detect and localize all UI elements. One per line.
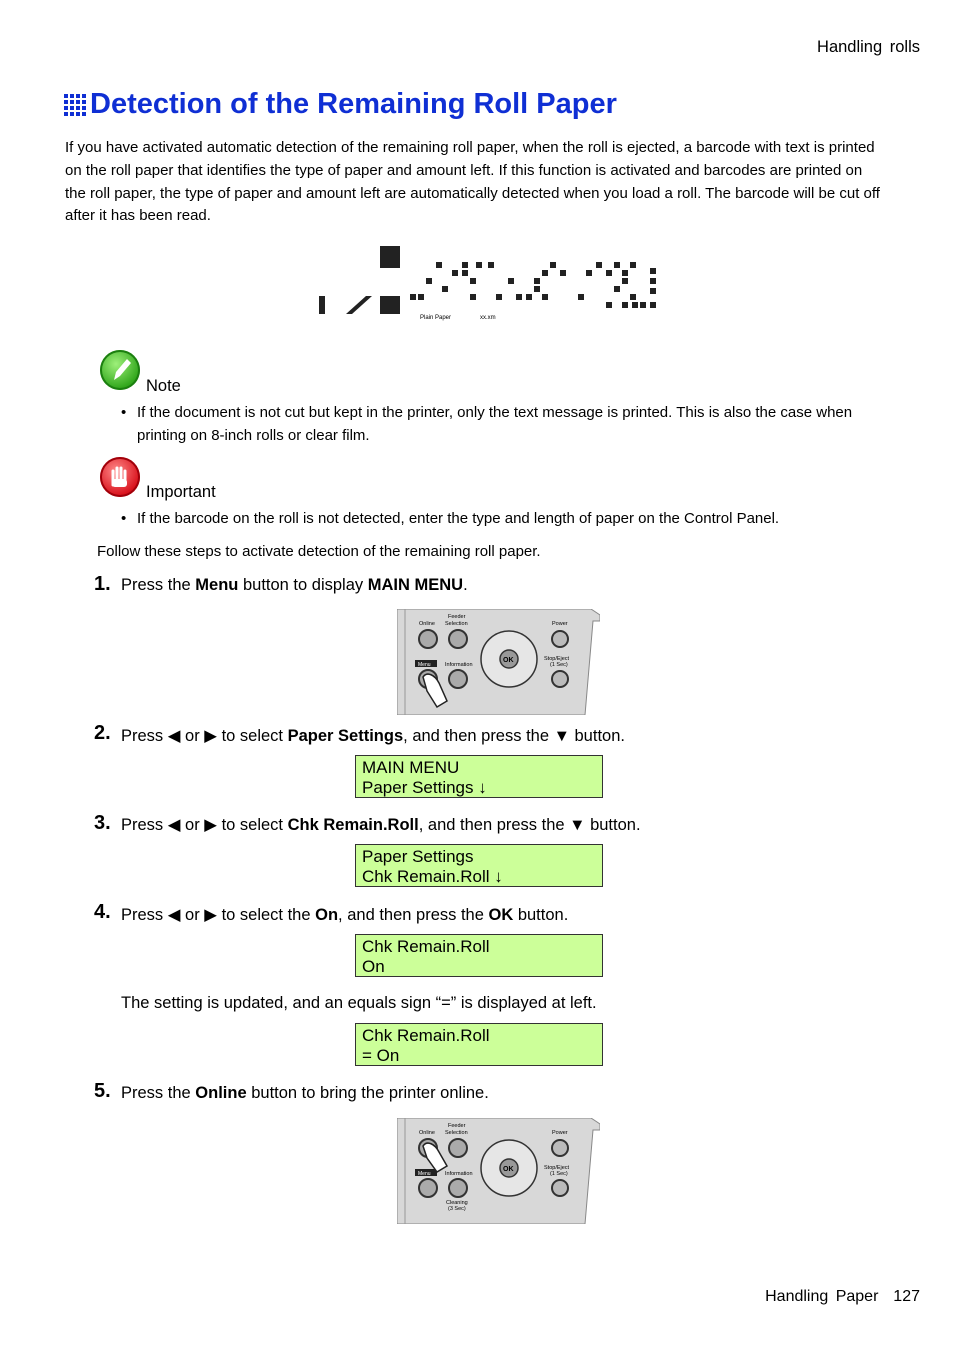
svg-text:OK: OK: [503, 1166, 514, 1173]
svg-text:Power: Power: [552, 621, 568, 627]
intro-paragraph: If you have activated automatic detection of the remaining roll paper, when the roll is ejected, a barcode with text is printed on the roll paper that identifies the type of paper and amount left. If this function is activated and barcodes are printed on the roll paper, the type of paper and amount left are automatically detected when you load a roll. The barcode will be cut off after it has been read.: [65, 139, 880, 225]
cleaning-button: [449, 1179, 467, 1197]
svg-text:(3 Sec): (3 Sec): [448, 1206, 466, 1212]
online-button: [419, 630, 437, 648]
svg-text:Information: Information: [445, 1171, 473, 1177]
step-number: 4.: [94, 901, 111, 923]
svg-text:Power: Power: [552, 1130, 568, 1136]
step-number: 1.: [94, 573, 111, 595]
page-header: Handling rolls: [817, 38, 920, 56]
step-3-text: Press ◀ or ▶ to select Chk Remain.Roll, and then press the ▼ button.: [121, 816, 641, 834]
stop-hand-icon: [100, 457, 140, 497]
control-panel-illustration: [397, 1118, 600, 1224]
feeder-button: [449, 1139, 467, 1157]
note-text: • If the document is not cut but kept in the printer, only the text message is printed. This is also the case when printing on 8-inch rolls or clear film.: [121, 404, 853, 444]
stop-eject-button: [552, 1180, 568, 1196]
lcd-display: Chk Remain.Roll = On: [355, 1023, 603, 1066]
svg-text:Information: Information: [445, 662, 473, 668]
section-title: [64, 88, 617, 121]
barcode-label-left: Plain Paper: [420, 315, 452, 321]
step-number: 3.: [94, 812, 111, 834]
svg-text:Feeder: Feeder: [448, 1123, 466, 1129]
note-label: Note: [146, 377, 181, 395]
follow-text: Follow these steps to activate detection of the remaining roll paper.: [97, 543, 541, 560]
barcode-illustration: [316, 244, 661, 324]
svg-text:Online: Online: [419, 1130, 435, 1136]
stop-eject-button: [552, 671, 568, 687]
svg-text:Selection: Selection: [445, 1130, 468, 1136]
step-number: 5.: [94, 1080, 111, 1102]
lcd-display: MAIN MENU Paper Settings ↓: [355, 755, 603, 798]
page-footer: Handling Paper 127: [765, 1288, 920, 1305]
note-pencil-icon: [100, 350, 140, 390]
svg-text:Stop/Eject: Stop/Eject: [544, 1165, 570, 1171]
menu-button: [419, 1179, 437, 1197]
svg-text:OK: OK: [503, 657, 514, 664]
important-text: • If the barcode on the roll is not detected, enter the type and length of paper on the Control Panel.: [121, 510, 780, 527]
power-button: [552, 1140, 568, 1156]
step-1-text: Press the Menu button to display MAIN MENU.: [121, 576, 468, 594]
svg-text:Online: Online: [419, 621, 435, 627]
information-button: [449, 670, 467, 688]
lcd-display: Chk Remain.Roll On: [355, 934, 603, 977]
step-4-text: Press ◀ or ▶ to select the On, and then press the OK button.: [121, 906, 569, 924]
control-panel-illustration: [397, 609, 600, 715]
svg-text:Stop/Eject: Stop/Eject: [544, 656, 570, 662]
svg-text:Cleaning: Cleaning: [446, 1200, 468, 1206]
section-grid-icon: [64, 94, 86, 116]
important-label: Important: [146, 483, 216, 501]
step-number: 2.: [94, 722, 111, 744]
power-button: [552, 631, 568, 647]
svg-text:Menu: Menu: [418, 662, 431, 668]
feeder-button: [449, 630, 467, 648]
lcd-display: Paper Settings Chk Remain.Roll ↓: [355, 844, 603, 887]
svg-text:Menu: Menu: [418, 1171, 431, 1177]
svg-text:Selection: Selection: [445, 621, 468, 627]
barcode-label-right: xx.xm: [480, 315, 496, 321]
svg-text:(1 Sec): (1 Sec): [550, 662, 568, 668]
section-title-text: Detection of the Remaining Roll Paper: [90, 88, 617, 120]
step-2-text: Press ◀ or ▶ to select Paper Settings, and then press the ▼ button.: [121, 727, 625, 745]
step-5-text: Press the Online button to bring the printer online.: [121, 1084, 489, 1102]
step-4-note: The setting is updated, and an equals sign “=” is displayed at left.: [121, 994, 597, 1012]
svg-text:Feeder: Feeder: [448, 614, 466, 620]
svg-text:(1 Sec): (1 Sec): [550, 1171, 568, 1177]
